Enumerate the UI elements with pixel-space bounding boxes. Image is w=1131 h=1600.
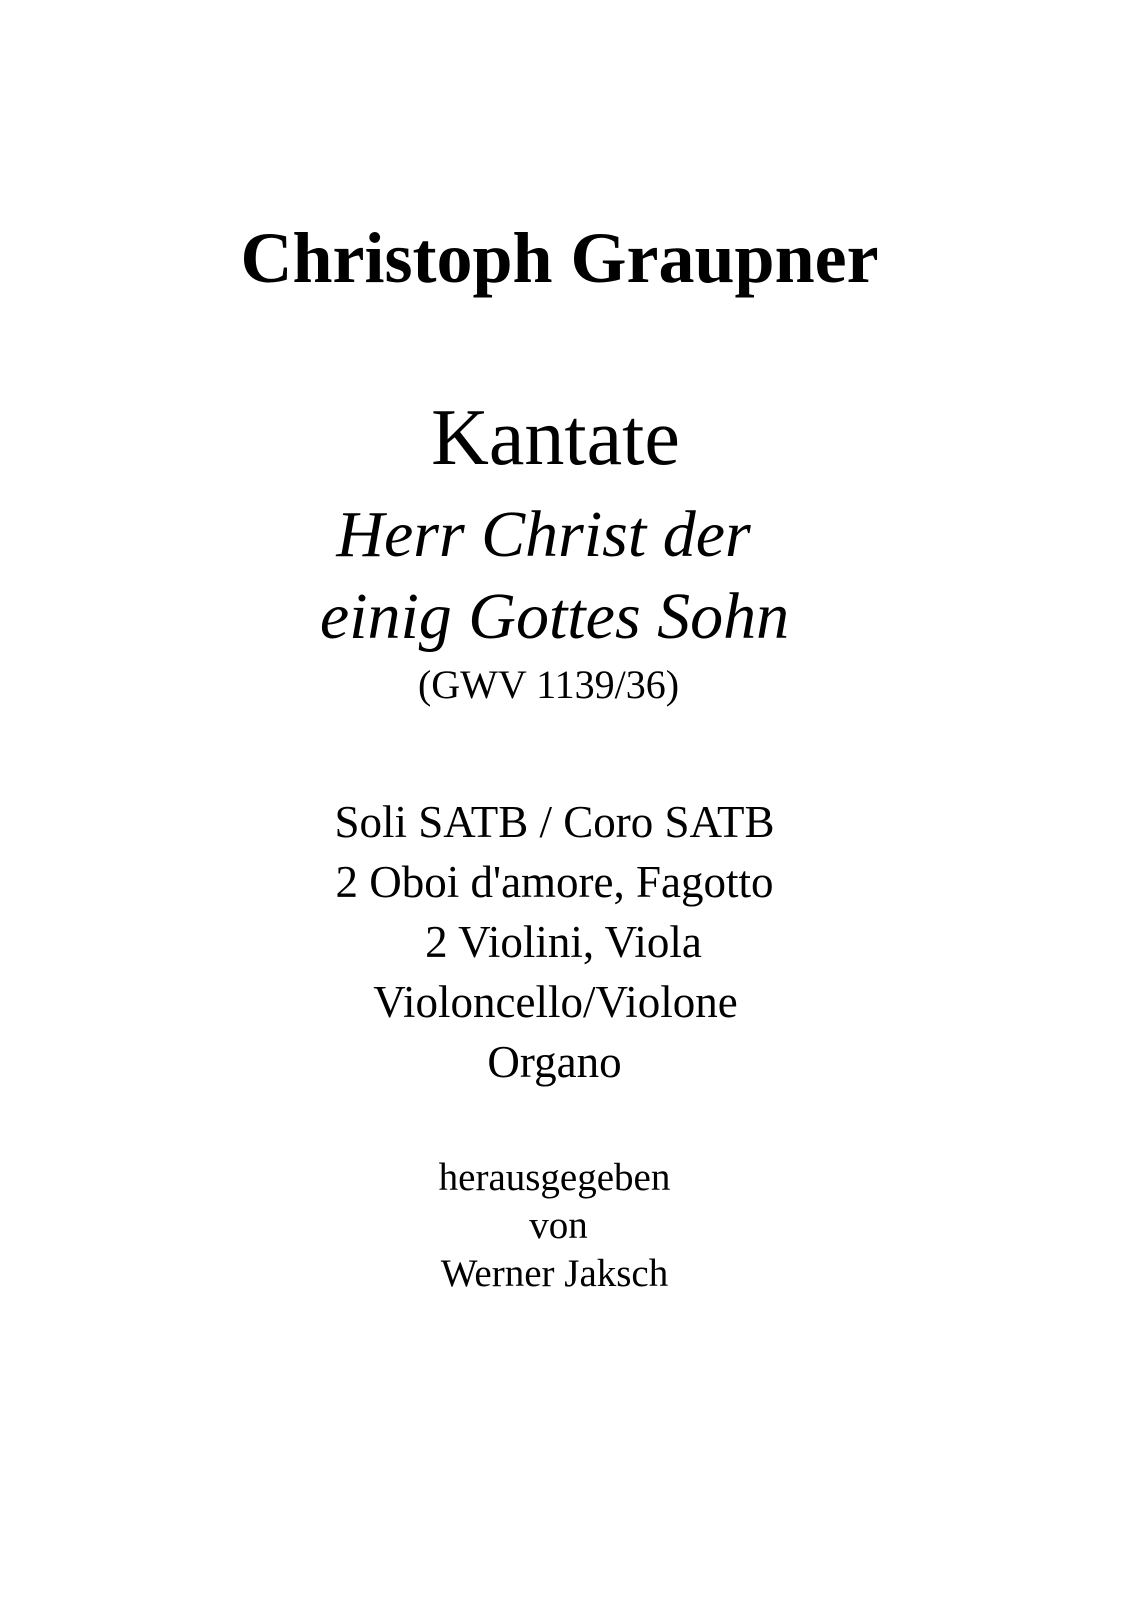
- editor-credit-preposition: von: [529, 1204, 588, 1247]
- instrumentation-line: Violoncello/Violone: [373, 977, 738, 1027]
- instrumentation-line: 2 Oboi d'amore, Fagotto: [335, 857, 774, 907]
- composer-name: Christoph Graupner: [240, 218, 879, 298]
- work-title-line-2: einig Gottes Sohn: [319, 580, 790, 653]
- instrumentation-line: Soli SATB / Coro SATB: [334, 797, 775, 847]
- instrumentation-line: 2 Violini, Viola: [425, 917, 702, 967]
- work-genre: Kantate: [431, 394, 680, 482]
- editor-name: Werner Jaksch: [440, 1252, 669, 1295]
- instrumentation-line: Organo: [487, 1037, 622, 1087]
- editor-credit-label: herausgegeben: [438, 1156, 671, 1199]
- work-title-line-1: Herr Christ der: [336, 498, 751, 571]
- catalog-number: (GWV 1139/36): [417, 662, 680, 707]
